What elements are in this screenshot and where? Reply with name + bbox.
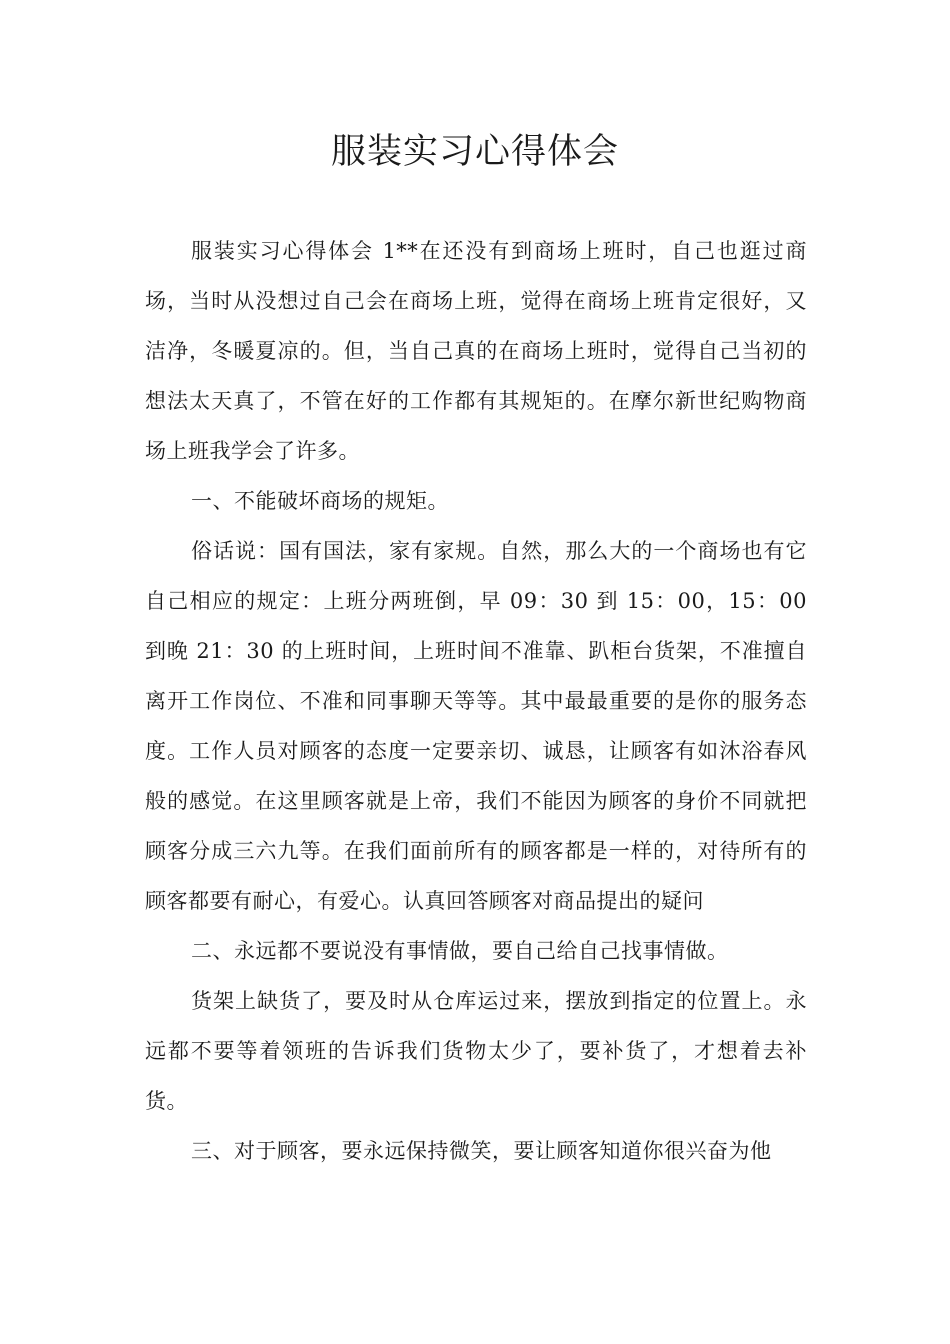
paragraph-restock: 货架上缺货了，要及时从仓库运过来，摆放到指定的位置上。永远都不要等着领班的告诉我们货物太少了，要补货了，才想着去补货。 <box>145 989 807 1113</box>
document-body <box>145 226 807 1176</box>
paragraph-heading-3: 三、对于顾客，要永远保持微笑，要让顾客知道你很兴奋为他 <box>191 1139 772 1163</box>
paragraph-heading-1: 一、不能破坏商场的规矩。 <box>191 489 449 513</box>
paragraph-rules: 俗话说：国有国法，家有家规。自然，那么大的一个商场也有它自己相应的规定：上班分两班倒，早 09：30 到 15：00，15：00 到晚 21：30 的上班时间，上班时间不准靠、趴柜台货架，不准擅自离开工作岗位、不准和同事聊天等等。其中最最重要的是你的服务态度。工作人员对顾客的态度一定要亲切、诚恳，让顾客有如沐浴春风般的感觉。在这里顾客就是上帝，我们不能因为顾客的身价不同就把顾客分成三六九等。在我们面前所有的顾客都是一样的，对待所有的顾客都要有耐心，有爱心。认真回答顾客对商品提出的疑问 <box>145 539 807 913</box>
paragraph-heading-2: 二、永远都不要说没有事情做，要自己给自己找事情做。 <box>191 939 729 963</box>
document-title: 服装实习心得体会 <box>330 132 619 172</box>
paragraph-intro: 服装实习心得体会 1**在还没有到商场上班时，自己也逛过商场，当时从没想过自己会在商场上班，觉得在商场上班肯定很好，又洁净，冬暖夏凉的。但，当自己真的在商场上班时，觉得自己当初的想法太天真了，不管在好的工作都有其规矩的。在摩尔新世纪购物商场上班我学会了许多。 <box>145 239 807 463</box>
